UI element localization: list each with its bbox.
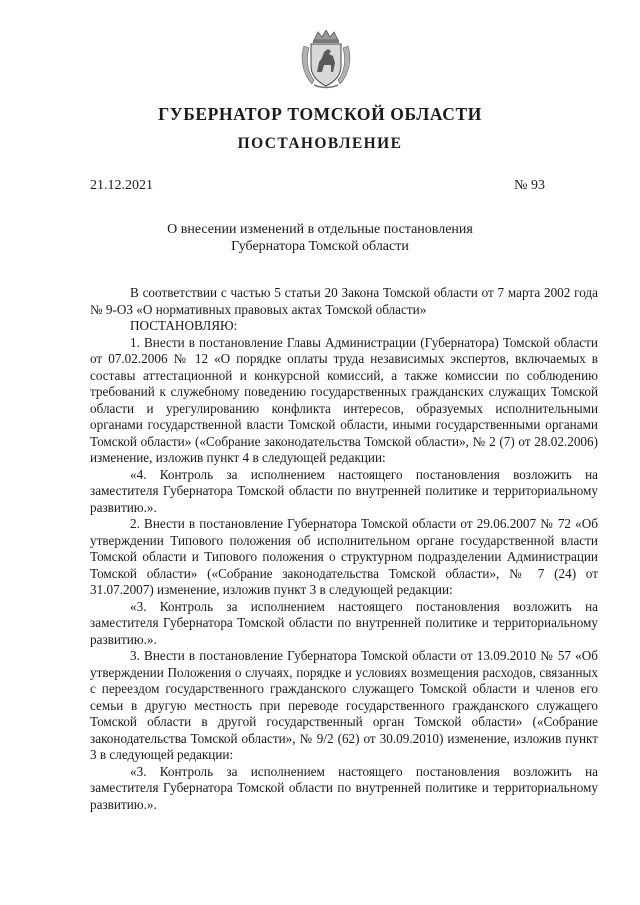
item-1-paragraph: 1. Внести в постановление Главы Администрации (Губернатора) Томской области от 07.02.2006 № 12 «О порядке оплаты труда независимых экспертов, включаемых в составы аттестационной и конкурсной комиссий, а также комиссии по соблюдению требований к служебному поведению государственных гражданских служащих Томской области и урегулированию конфликта интересов, образуемых исполнительными органами государственной власти Томской области, иными государственными органами Томской области» («Собрание законодательства Томской области», № 2 (7) от 28.02.2006) изменение, изложив пункт 4 в следующей редакции:	[90, 334, 598, 465]
document-subject	[0, 222, 640, 255]
authority-title: ГУБЕРНАТОР ТОМСКОЙ ОБЛАСТИ	[158, 104, 482, 124]
subject-line-1: О внесении изменений в отдельные постановления	[167, 222, 473, 237]
document-number: № 93	[514, 178, 545, 193]
item-2-paragraph: 2. Внести в постановление Губернатора Томской области от 29.06.2007 № 72 «Об утверждении Типового положения об исполнительном органе государственной власти Томской области и Типового положения о структурном подразделении Администрации Томской области» («Собрание законодательства Томской области», № 7 (24) от 31.07.2007) изменение, изложив пункт 3 в следующей редакции:	[90, 516, 598, 597]
item-1-quote: «4. Контроль за исполнением настоящего постановления возложить на заместителя Губернатора Томской области по внутренней политике и территориальному развитию.».	[90, 466, 598, 515]
item-3-paragraph: 3. Внести в постановление Губернатора Томской области от 13.09.2010 № 57 «Об утверждении Положения о случаях, порядке и условиях возмещения расходов, связанных с переездом государственного гражданского служащего Томской области и членов его семьи в другую местность при переводе государственного гражданского служащего Томской области в другой государственный орган Томской области» («Собрание законодательства Томской области», № 9/2 (62) от 30.09.2010) изменение, изложив пункт 3 в следующей редакции:	[90, 648, 598, 762]
subject-line-2: Губернатора Томской области	[231, 238, 409, 254]
document-body	[90, 285, 598, 813]
item-2-quote: «3. Контроль за исполнением настоящего постановления возложить на заместителя Губернатора Томской области по внутренней политике и территориальному развитию.».	[90, 598, 598, 647]
item-3-quote: «3. Контроль за исполнением настоящего постановления возложить на заместителя Губернатора Томской области по внутренней политике и территориальному развитию.».	[90, 763, 598, 812]
document-date: 21.12.2021	[90, 178, 153, 193]
preamble-paragraph: В соответствии с частью 5 статьи 20 Закона Томской области от 7 марта 2002 года № 9-ОЗ «О нормативных правовых актах Томской области»	[90, 285, 598, 317]
tomsk-region-coat-of-arms-icon	[300, 30, 352, 90]
decree-word: ПОСТАНОВЛЯЮ:	[130, 318, 238, 333]
document-type: ПОСТАНОВЛЕНИЕ	[237, 135, 403, 152]
